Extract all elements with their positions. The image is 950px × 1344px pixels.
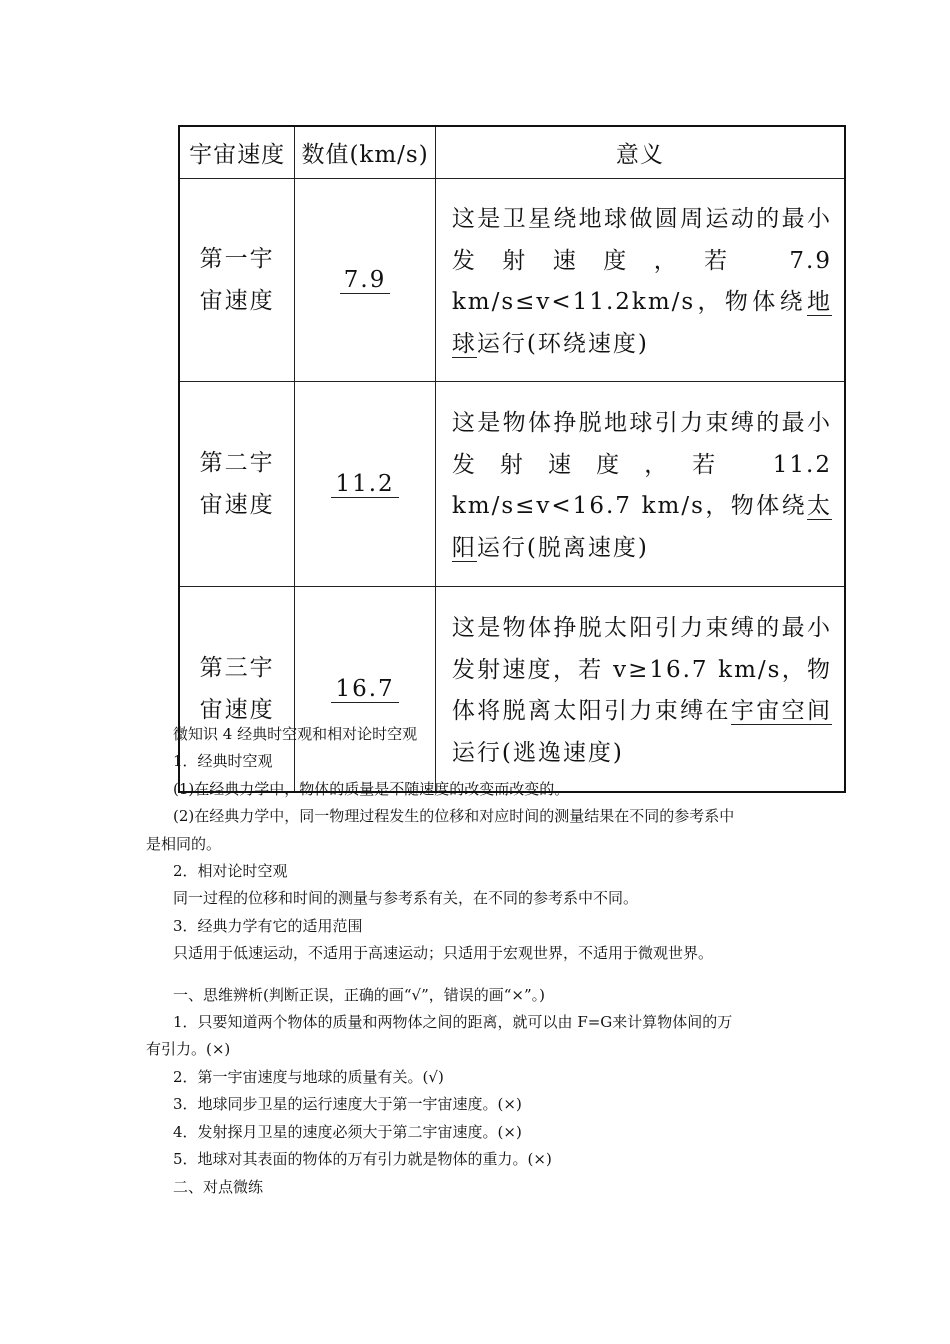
velocity-name-line: 宙速度 [199,697,275,723]
exercise-title: 二、对点微练 [173,1177,264,1196]
paragraph: 同一过程的位移和时间的测量与参考系有关，在不同的参考系中不同。 [173,889,639,908]
section-heading: 3．经典力学有它的适用范围 [173,916,363,935]
velocity-value-text: 7.9 [340,267,391,294]
velocity-name-line: 宙速度 [199,492,275,518]
meaning-text: 运行(逃逸速度) [451,739,624,766]
paragraph-continuation: 是相同的。 [146,834,222,853]
velocity-name-line: 第三宇 [199,655,275,681]
document-body [146,721,826,1201]
header-velocity: 宇宙速度 [179,126,295,179]
table-row [179,179,845,382]
meaning-blank-answer: 地球 [451,289,832,357]
question-continuation: 有引力。(×) [146,1040,231,1059]
velocity-value-text: 16.7 [331,676,398,703]
spacer [146,968,826,982]
meaning-blank-answer: 太阳 [451,493,832,561]
meaning-text: 这是卫星绕地球做圆周运动的最小发射速度，若 7.9 km/s≤v<11.2km/s，物体绕 [451,206,832,315]
table-row [179,382,845,587]
velocity-name-line: 第二宇 [199,450,275,476]
meaning-blank-answer: 宇宙空间 [730,698,833,724]
section-heading: 2．相对论时空观 [173,862,288,881]
velocity-meaning [435,382,845,587]
question: 2．第一宇宙速度与地球的质量有关。(√) [173,1067,444,1086]
question: 5．地球对其表面的物体的万有引力就是物体的重力。(×) [173,1150,552,1169]
velocity-value [295,179,436,382]
cosmic-velocity-table-wrap [178,125,846,793]
exercise-title: 一、思维辨析(判断正误，正确的画“√”，错误的画“×”。) [173,985,546,1004]
velocity-name [179,179,295,382]
velocity-name-line: 宙速度 [199,288,275,314]
velocity-value-text: 11.2 [331,471,398,498]
cosmic-velocity-table [178,125,846,793]
section-title: 微知识 4 经典时空观和相对论时空观 [173,725,418,743]
meaning-text: 运行(环绕速度) [476,330,649,357]
velocity-name [179,382,295,587]
meaning-text: 运行(脱离速度) [476,534,649,561]
header-meaning: 意义 [435,126,845,179]
table-header-row [179,126,845,179]
question: 1．只要知道两个物体的质量和两物体之间的距离，就可以由 F=G来计算物体间的万 [173,1013,733,1032]
question: 4．发射探月卫星的速度必须大于第二宇宙速度。(×) [173,1122,522,1141]
header-value: 数值(km/s) [295,126,436,179]
question: 3．地球同步卫星的运行速度大于第一宇宙速度。(×) [173,1095,522,1114]
meaning-text: 这是物体挣脱地球引力束缚的最小发射速度，若 11.2 km/s≤v<16.7 km/s，物体绕 [451,410,832,519]
section-heading: 1．经典时空观 [173,752,273,771]
meaning-text: 这是物体挣脱太阳引力束缚的最小发射速度，若 v≥16.7 km/s，物体将脱离太阳引力束缚在 [451,615,832,724]
paragraph: (1)在经典力学中，物体的质量是不随速度的改变而改变的。 [173,779,570,798]
velocity-name-line: 第一宇 [199,246,275,272]
paragraph: (2)在经典力学中，同一物理过程发生的位移和对应时间的测量结果在不同的参考系中 [173,807,735,826]
velocity-value [295,382,436,587]
velocity-meaning [435,179,845,382]
paragraph: 只适用于低速运动，不适用于高速运动；只适用于宏观世界，不适用于微观世界。 [173,944,714,963]
